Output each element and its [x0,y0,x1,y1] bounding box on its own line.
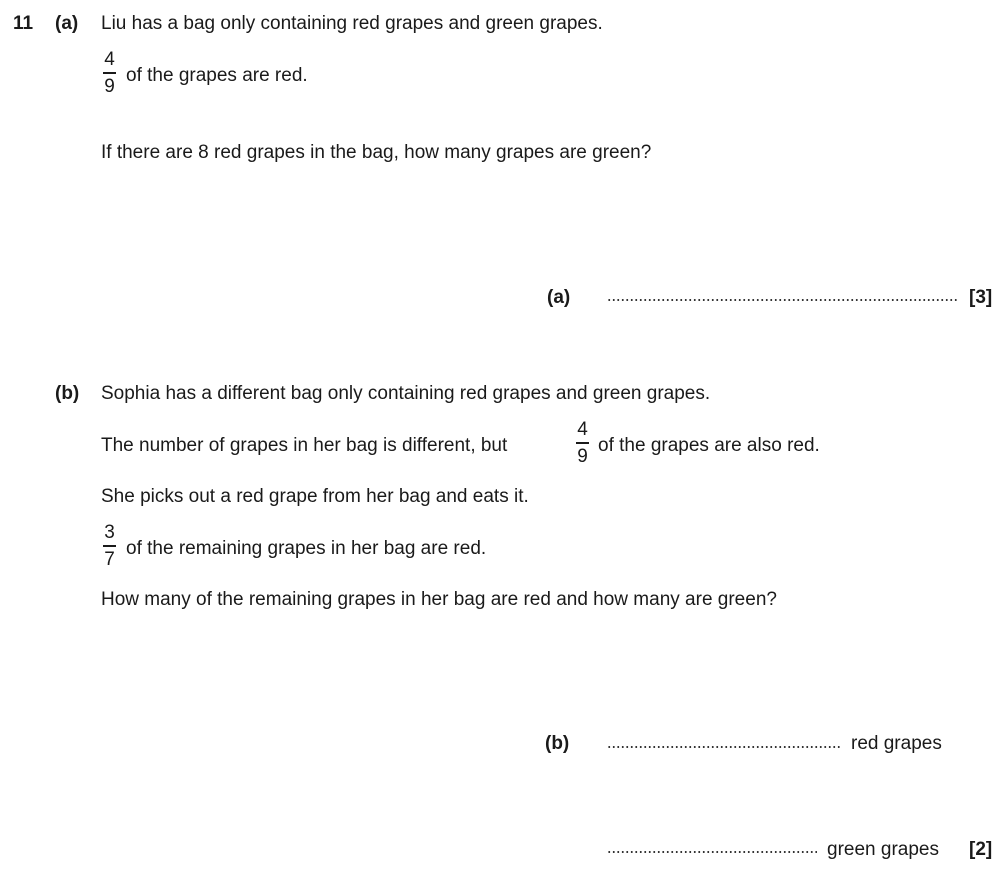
fraction-4-9 [103,50,116,96]
fraction-bar [103,545,116,547]
fraction-4-9-b [576,420,589,466]
fraction-bar [576,442,589,444]
red-grapes-unit: red grapes [851,733,942,754]
part-a-label: (a) [55,13,79,34]
green-grapes-unit: green grapes [827,839,939,860]
answer-a-label: (a) [547,287,571,308]
part-a-line1: Liu has a bag only containing red grapes and green grapes. [101,13,603,34]
fraction-denominator: 9 [104,75,115,97]
marks-b: [2] [969,839,993,860]
part-b-line3: She picks out a red grape from her bag and eats it. [101,486,529,507]
answer-a-field[interactable] [607,299,957,301]
fraction-numerator: 4 [577,419,588,440]
fraction-numerator: 4 [104,49,115,70]
part-b-line2-after: of the grapes are also red. [598,435,820,456]
part-b-label: (b) [55,383,80,404]
part-b-line1: Sophia has a different bag only containing red grapes and green grapes. [101,383,711,404]
fraction-denominator: 9 [577,445,588,467]
fraction-numerator: 3 [104,522,115,543]
question-number: 11 [13,13,34,34]
answer-b-label: (b) [545,733,570,754]
part-b-question: How many of the remaining grapes in her bag are red and how many are green? [101,589,777,610]
marks-a: [3] [969,287,993,308]
answer-b-green-field[interactable] [607,851,817,853]
part-a-question: If there are 8 red grapes in the bag, how many grapes are green? [101,142,652,163]
part-b-line2-before: The number of grapes in her bag is different, but [101,435,508,456]
part-a-line2: of the grapes are red. [126,65,308,86]
fraction-3-7 [103,523,116,569]
answer-b-red-field[interactable] [607,746,841,748]
fraction-denominator: 7 [104,548,115,570]
fraction-bar [103,72,116,74]
part-b-line4: of the remaining grapes in her bag are red. [126,538,487,559]
